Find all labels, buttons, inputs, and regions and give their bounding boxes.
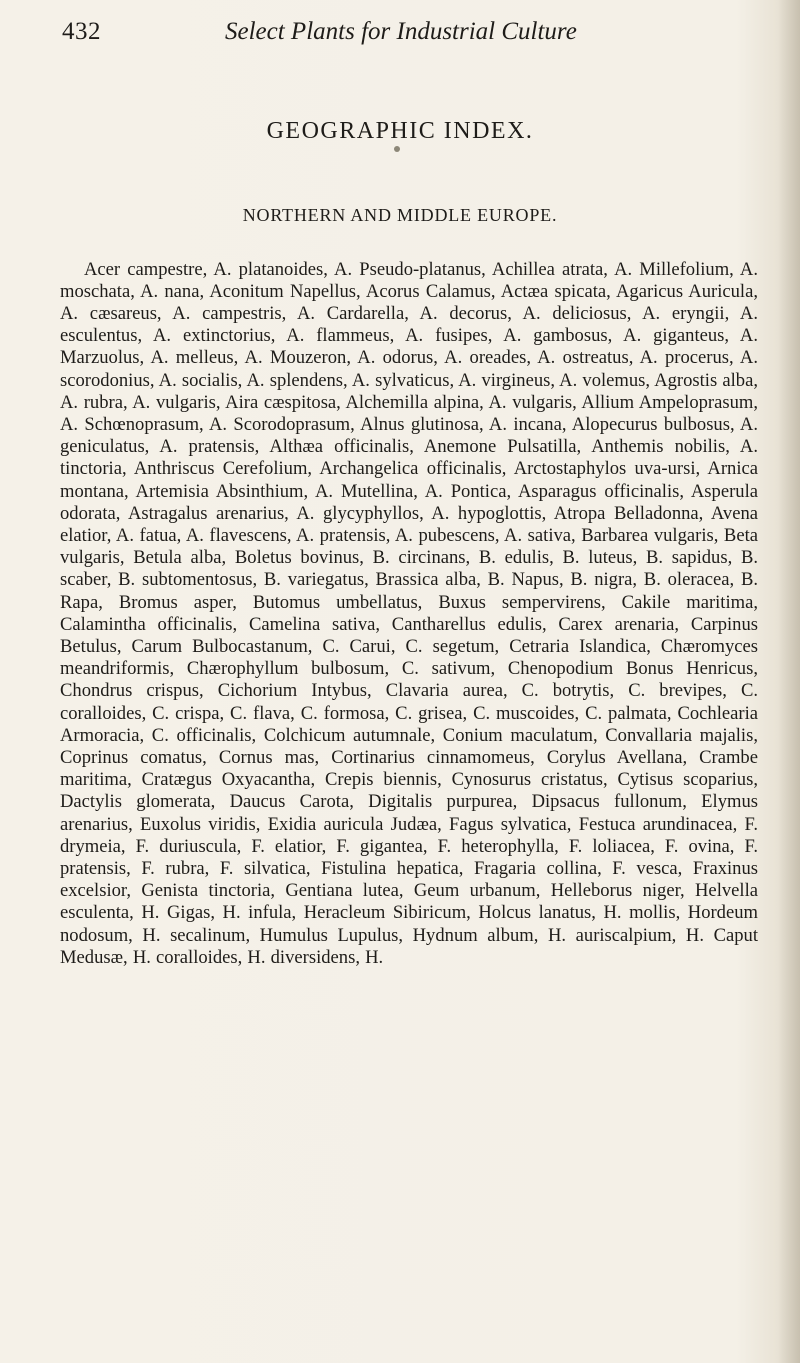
index-title: GEOGRAPHIC INDEX. [266,118,534,144]
running-title: Select Plants for Industrial Culture [225,18,577,45]
page-number: 432 [62,18,101,45]
ornament-dot [394,146,400,152]
index-body-text: Acer campestre, A. platanoides, A. Pseudo-platanus, Achillea atrata, A. Millefolium, A. moschata, A. nana, Aconitum Napellus, Acorus Calamus, Actæa spicata, Agaricus Auricula, A. cæsareus, A. campestris, A. Cardarella, A. decorus, A. deliciosus, A. eryngii, A. esculentus, A. extinctorius, A. flammeus, A. fusipes, A. gambosus, A. giganteus, A. Marzuolus, A. melleus, A. Mouzeron, A. odorus, A. oreades, A. ostreatus, A. procerus, A. scorodonius, A. socialis, A. splendens, A. sylvaticus, A. virgineus, A. volemus, Agrostis alba, A. rubra, A. vulgaris, Aira cæspitosa, Alchemilla alpina, A. vulgaris, Allium Ampeloprasum, A. Schœnoprasum, A. Scorodoprasum, Alnus glutinosa, A. incana, Alopecurus bulbosus, A. geniculatus, A. pratensis, Althæa officinalis, Anemone Pulsatilla, Anthemis nobilis, A. tinctoria, Anthriscus Cerefolium, Archangelica officinalis, Arctostaphylos uva-ursi, Arnica montana, Artemisia Absinthium, A. Mutellina, A. Pontica, Asparagus officinalis, Asperula odorata, Astragalus arenarius, A. glycyphyllos, A. hypoglottis, Atropa Belladonna, Avena elatior, A. fatua, A. flavescens, A. pratensis, A. pubescens, A. sativa, Barbarea vulgaris, Beta vulgaris, Betula alba, Boletus bovinus, B. circinans, B. edulis, B. luteus, B. sapidus, B. scaber, B. subtomentosus, B. variegatus, Brassica alba, B. Napus, B. nigra, B. oleracea, B. Rapa, Bromus asper, Butomus umbellatus, Buxus sempervirens, Cakile maritima, Calamintha officinalis, Camelina sativa, Cantharellus edulis, Carex arenaria, Carpinus Betulus, Carum Bulbocastanum, C. Carui, C. segetum, Cetraria Islandica, Chæromyces meandriformis, Chærophyllum bulbosum, C. sativum, Chenopodium Bonus Henricus, Chondrus crispus, Cichorium Intybus, Clavaria aurea, C. botrytis, C. brevipes, C. coralloides, C. crispa, C. flava, C. formosa, C. grisea, C. muscoides, C. palmata, Cochlearia Armoracia, C. officinalis, Colchicum autumnale, Conium maculatum, Convallaria majalis, Coprinus comatus, Cornus mas, Cortinarius cinnamomeus, Corylus Avellana, Crambe maritima, Cratægus Oxyacantha, Crepis biennis, Cynosurus cristatus, Cytisus scoparius, Dactylis glomerata, Daucus Carota, Digitalis purpurea, Dipsacus fullonum, Elymus arenarius, Euxolus viridis, Exidia auricula Judæa, Fagus sylvatica, Festuca arundinacea, F. drymeia, F. duriuscula, F. elatior, F. gigantea, F. heterophylla, F. loliacea, F. ovina, F. pratensis, F. rubra, F. silvatica, Fistulina hepatica, Fragaria collina, F. vesca, Fraxinus excelsior, Genista tinctoria, Gentiana lutea, Geum urbanum, Helleborus niger, Helvella esculenta, H. Gigas, H. infula, Heracleum Sibiricum, Holcus lanatus, H. mollis, Hordeum nodosum, H. secalinum, Humulus Lupulus, Hydnum album, H. auriscalpium, H. Caput Medusæ, H. coralloides, H. diversidens, H. [60,258,758,968]
page-header [62,18,752,54]
section-heading: NORTHERN AND MIDDLE EUROPE. [242,205,558,225]
